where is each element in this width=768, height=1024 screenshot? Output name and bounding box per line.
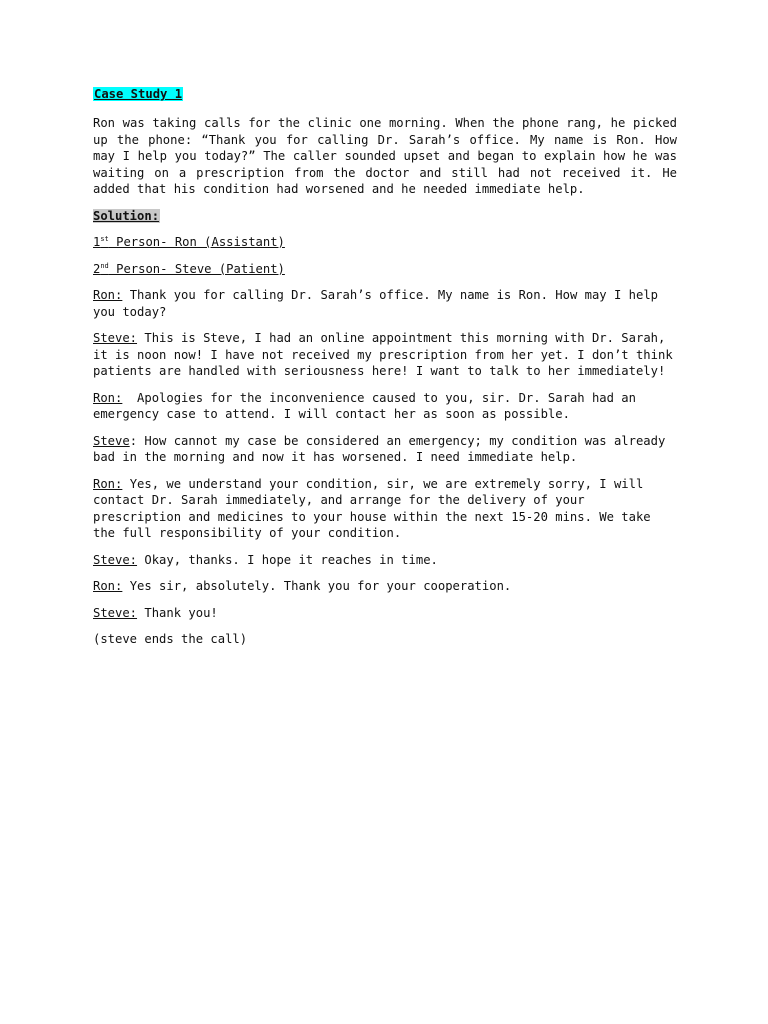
dialogue-text: Thank you for calling Dr. Sarah’s office. My name is Ron. How may I help you today? [93,288,658,319]
speaker-name: Steve: [93,605,138,620]
speaker-name: Steve [93,433,130,448]
dialogue-line [93,433,677,466]
speaker-name: Steve: [93,331,138,345]
solution-line [93,208,677,225]
dialogue-text: Yes, we understand your condition, sir, we are extremely sorry, I will contact Dr. Sarah immediately, and arrange for the delivery of your prescription and medicines to your house within the next 15-20 mins. We take the full responsibility of your condition. [93,476,651,540]
closing-line: (steve ends the call) [93,632,248,646]
dialogue-text: Thank you! [137,605,218,620]
dialogue-line [93,605,677,622]
dialogue-line [93,330,677,380]
intro-paragraph: Ron was taking calls for the clinic one morning. When the phone rang, he picked up the phone: “Thank you for calling Dr. Sarah’s office. My name is Ron. How may I help you today?” The caller sounded upset and began to explain how he was waiting on a prescription from the doctor and still had not received it. He added that his condition had worsened and he needed immediate help. [93,116,677,196]
dialogue-line [93,476,677,542]
case-study-title: Case Study 1 [94,87,183,101]
person-description: Person- Steve (Patient) [108,261,285,276]
solution-label: Solution: [93,208,160,223]
dialogue-text: : How cannot my case be considered an emergency; my condition was already bad in the morning and now it has worsened. I need immediate help. [93,433,666,464]
person-ordinal-suffix: nd [100,261,109,270]
person-label-1 [93,235,285,249]
speaker-name: Ron: [93,390,123,405]
person-number: 2 [93,261,101,276]
speaker-name: Steve: [93,552,138,567]
dialogue-line [93,390,677,423]
dialogue-line [93,578,677,595]
dialogue-line [93,287,677,320]
person-label-2 [93,262,285,276]
title-line [93,86,677,104]
dialogue-line [93,552,677,569]
speaker-name: Ron: [93,288,123,302]
speaker-name: Ron: [93,579,123,593]
person-line-1 [93,234,677,251]
dialogue-text: Apologies for the inconvenience caused to you, sir. Dr. Sarah had an emergency case to attend. I will contact her as soon as possible. [93,390,644,421]
person-description: Person- Ron (Assistant) [108,235,285,249]
dialogue-text: Yes sir, absolutely. Thank you for your cooperation. [122,579,512,593]
document-page [93,86,677,658]
speaker-name: Ron: [93,476,123,491]
dialogue-text: This is Steve, I had an online appointment this morning with Dr. Sarah, it is noon now! I have not received my prescription from her yet. I don’t think patients are handled with seriousness here! I want to talk to her immediately! [93,331,673,378]
person-number: 1 [93,235,101,249]
dialogue-text: Okay, thanks. I hope it reaches in time. [137,552,438,567]
person-line-2 [93,261,677,278]
person-ordinal-suffix: st [100,234,109,243]
